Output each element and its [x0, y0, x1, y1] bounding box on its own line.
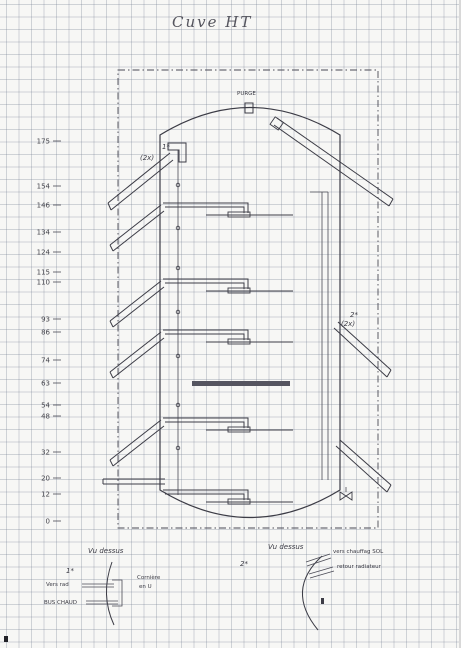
top-view-right-heading: Vu dessus: [268, 543, 304, 551]
height-label: 20: [41, 474, 50, 483]
top-count-label: (2x): [140, 154, 155, 162]
height-label: 86: [41, 328, 50, 337]
tank-body: [160, 108, 340, 518]
coil-inlet-diagonal: [110, 332, 161, 372]
top-view-left-arc: [106, 562, 114, 625]
corniere-label: Cornière: [137, 575, 161, 581]
en-u-label: en U: [139, 584, 152, 590]
coil-horizontal-run: [163, 203, 248, 213]
coil-horizontal-run: [163, 279, 248, 289]
height-label: 146: [36, 201, 50, 210]
enclosure-outline: [118, 70, 378, 528]
height-label: 110: [36, 278, 50, 287]
top-view-right-arc: [302, 556, 322, 630]
top-view-left-marker: 1*: [66, 567, 74, 575]
height-label: 63: [41, 379, 50, 388]
top-view-left-heading: Vu dessus: [88, 547, 124, 555]
retour-radiateur-label: retour radiateur: [337, 564, 381, 570]
height-label: 134: [36, 228, 50, 237]
bottom-right-valve: [340, 492, 352, 500]
top-view-left: [44, 547, 161, 625]
heat-exchanger-coils: [110, 203, 293, 504]
height-label: 154: [36, 182, 50, 191]
top-inlet-fitting: [168, 143, 186, 162]
coil-horizontal-run: [163, 330, 248, 340]
top-right-diagonal-pipe: [277, 118, 393, 199]
coil-group: [110, 203, 293, 251]
coil-group: [110, 279, 293, 327]
right-count-label: (2x): [341, 320, 356, 328]
right-diagonal-pipe-lower: [340, 440, 391, 485]
height-label: 175: [36, 137, 50, 146]
height-label: 12: [41, 490, 50, 499]
height-label: 124: [36, 248, 50, 257]
coil-horizontal-run: [163, 418, 248, 428]
coil-group: [110, 418, 293, 466]
height-label: 54: [41, 401, 50, 410]
page-corner-mark: [4, 636, 8, 642]
top-view-right-marker: 2*: [240, 560, 248, 568]
height-label: 115: [36, 268, 50, 277]
height-scale: [37, 138, 61, 526]
divider-plate: [192, 381, 290, 386]
coil-group: [110, 330, 293, 378]
top-note-label: 1*: [162, 143, 170, 151]
top-diagonal-pipe: [108, 153, 170, 203]
vers-chauffage-sol-label: vers chauffag SOL: [333, 549, 384, 555]
height-label: 0: [45, 517, 50, 526]
height-label: 93: [41, 315, 50, 324]
height-label: 32: [41, 448, 50, 457]
height-label: 48: [41, 412, 50, 421]
purge-label: PURGE: [237, 91, 256, 97]
top-view-right: [240, 543, 384, 630]
right-diagonal-pipe-upper: [338, 322, 391, 370]
vers-rad-label: Vers rad: [46, 582, 69, 588]
right-note-label: 2*: [350, 311, 358, 319]
height-label: 74: [41, 356, 50, 365]
diagram-title: Cuve HT: [172, 13, 253, 31]
bus-chaud-label: BUS CHAUD: [44, 600, 78, 606]
